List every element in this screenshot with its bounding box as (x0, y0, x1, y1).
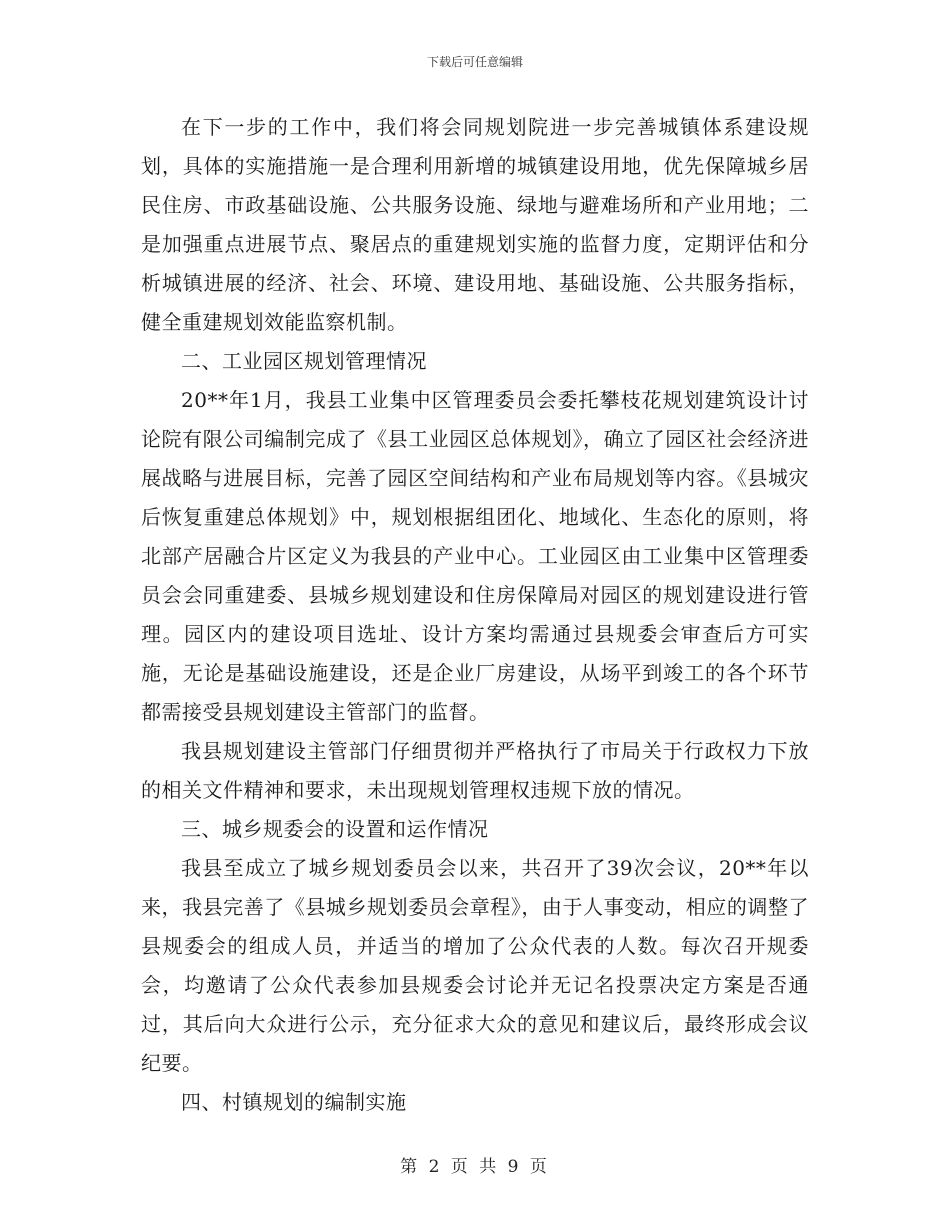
paragraph-work-plan: 在下一步的工作中，我们将会同规划院进一步完善城镇体系建设规划，具体的实施措施一是合理利用新增的城镇建设用地，优先保障城乡居民住房、市政基础设施、公共服务设施、绿地与避难场所和产业用地；二是加强重点进展节点、聚居点的重建规划实施的监督力度，定期评估和分析城镇进展的经济、社会、环境、建设用地、基础设施、公共服务指标，健全重建规划效能监察机制。 (141, 115, 809, 334)
document-body (141, 108, 809, 1122)
paragraph-power-delegation: 我县规划建设主管部门仔细贯彻并严格执行了市局关于行政权力下放的相关文件精神和要求，未出现规划管理权违规下放的情况。 (141, 739, 809, 802)
section-heading-planning-committee: 三、城乡规委会的设置和运作情况 (181, 817, 489, 841)
section-heading-industrial-park: 二、工业园区规划管理情况 (181, 349, 427, 373)
paragraph-industrial-park: 20**年1月，我县工业集中区管理委员会委托攀枝花规划建筑设计讨论院有限公司编制完成了《县工业园区总体规划》，确立了园区社会经济进展战略与进展目标，完善了园区空间结构和产业布局规划等内容。《县城灾后恢复重建总体规划》中，规划根据组团化、地域化、生态化的原则，将北部产居融合片区定义为我县的产业中心。工业园区由工业集中区管理委员会会同重建委、县城乡规划建设和住房保障局对园区的规划建设进行管理。园区内的建设项目选址、设计方案均需通过县规委会审查后方可实施，无论是基础设施建设，还是企业厂房建设，从场平到竣工的各个环节都需接受县规划建设主管部门的监督。 (141, 388, 809, 724)
paragraph-planning-committee: 我县至成立了城乡规划委员会以来，共召开了39次会议，20**年以来，我县完善了《县城乡规划委员会章程》，由于人事变动，相应的调整了县规委会的组成人员，并适当的增加了公众代表的人数。每次召开规委会，均邀请了公众代表参加县规委会讨论并无记名投票决定方案是否通过，其后向大众进行公示，充分征求大众的意见和建议后，最终形成会议纪要。 (141, 856, 809, 1075)
page-header: 下载后可任意编辑 (426, 55, 523, 69)
section-heading-village-planning: 四、村镇规划的编制实施 (181, 1090, 407, 1114)
page-footer: 第 2 页 共 9 页 (400, 1157, 550, 1177)
